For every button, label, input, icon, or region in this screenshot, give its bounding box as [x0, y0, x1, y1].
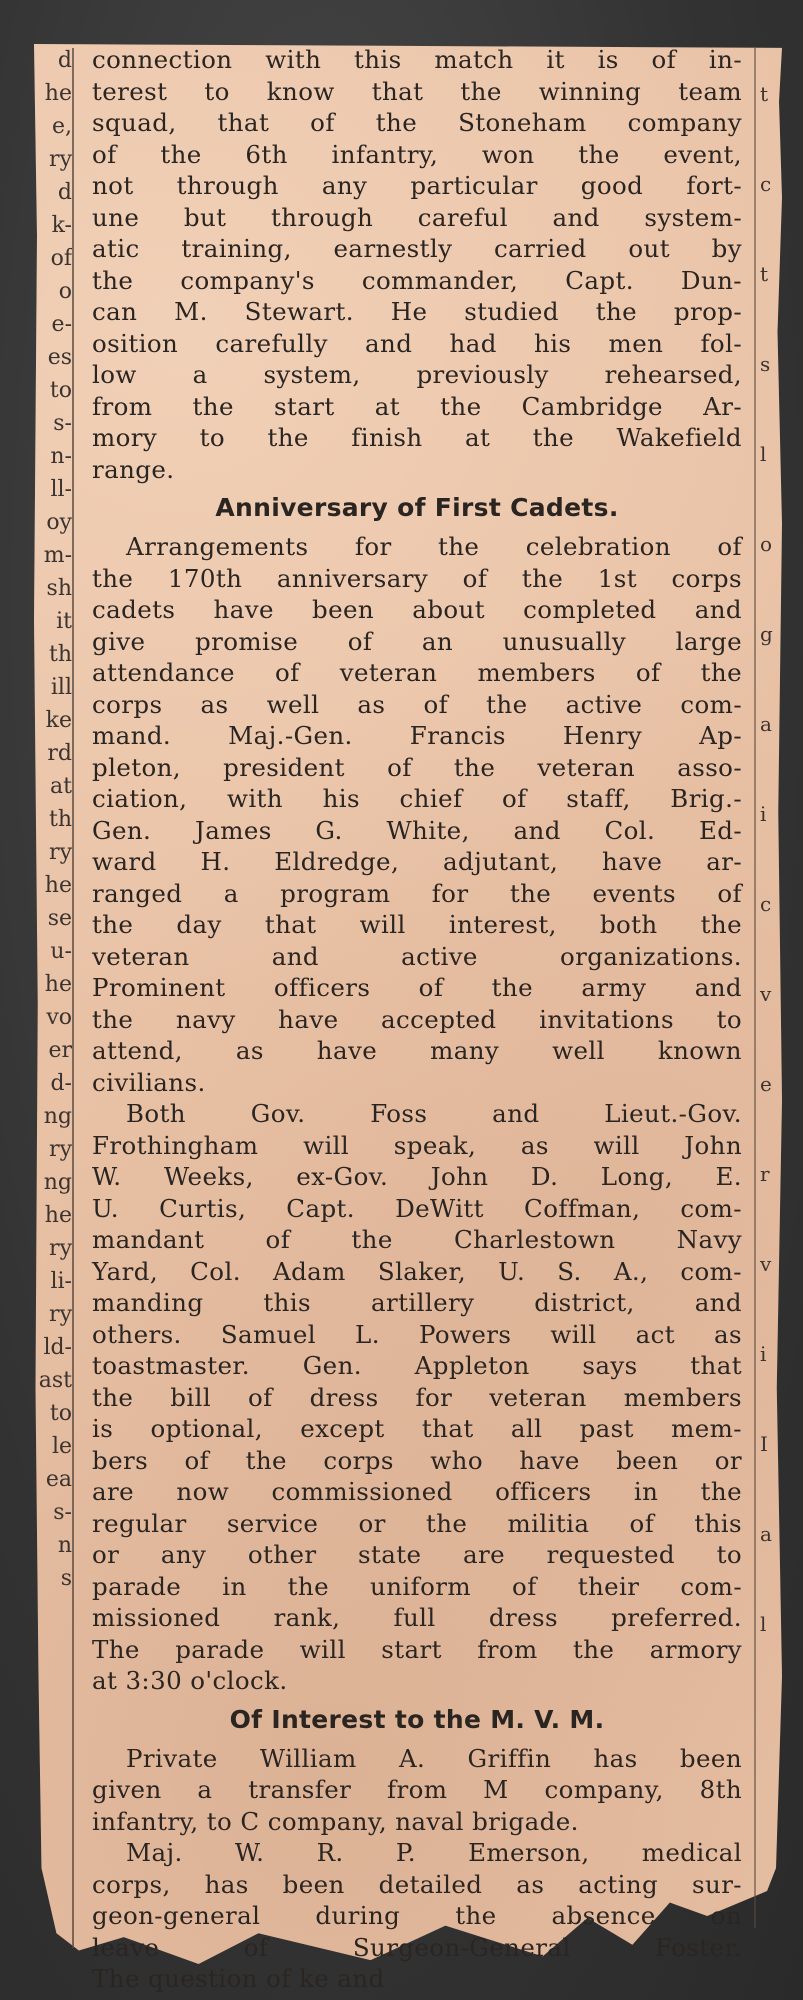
text-line: the 170th anniversary of the 1st corps [92, 563, 742, 593]
text-line: of the 6th infantry, won the event, [92, 139, 742, 169]
column-fragment: ill [50, 675, 72, 700]
text-line: missioned rank, full dress preferred. [92, 1603, 742, 1632]
text-line: toastmaster. Gen. Appleton says that [92, 1351, 742, 1380]
text-line: the day that will interest, both the [92, 910, 742, 939]
column-fragment: s [60, 1566, 72, 1591]
text-line: corps, has been detailed as acting sur- [92, 1869, 742, 1899]
cadets-paragraph-1 [92, 531, 742, 1098]
text-line: atic training, earnestly carried out by [92, 234, 742, 263]
column-fragment: d [57, 180, 72, 205]
section-heading-cadets: Anniversary of First Cadets. [215, 493, 619, 522]
text-line: connection with this match it is of in- [92, 45, 742, 74]
text-line: parade in the uniform of their com- [92, 1571, 742, 1601]
text-line: manding this artillery district, and [92, 1288, 742, 1317]
column-fragment: he [44, 81, 72, 106]
text-line: Both Gov. Foss and Lieut.-Gov. [126, 1099, 742, 1128]
text-line: not through any particular good fort- [92, 171, 742, 200]
column-fragment: v [760, 982, 772, 1006]
column-fragment: ll- [50, 477, 72, 502]
text-line: attend, as have many well known [92, 1036, 742, 1065]
column-fragment: he [44, 873, 72, 898]
column-fragment: he [44, 972, 72, 997]
column-fragment: sh [46, 576, 72, 601]
text-line: can M. Stewart. He studied the prop- [92, 297, 742, 326]
column-fragment: d [57, 48, 72, 73]
intro-paragraph [92, 44, 742, 485]
text-line: is optional, except that all past mem- [92, 1414, 742, 1443]
text-line: ciation, with his chief of staff, Brig.- [92, 784, 742, 813]
column-fragment: ast [38, 1368, 72, 1393]
text-line: bers of the corps who have been or [92, 1445, 742, 1475]
text-line: range. [92, 454, 175, 484]
text-line: pleton, president of the veteran asso- [92, 752, 742, 782]
column-fragment: le [51, 1434, 72, 1459]
column-fragment: ry [49, 840, 72, 865]
column-fragment: i [760, 1342, 767, 1366]
column-fragment: n [57, 1533, 72, 1558]
text-line: W. Weeks, ex-Gov. John D. Long, E. [92, 1162, 742, 1191]
text-line: une but through careful and system- [92, 202, 742, 232]
text-line: geon-general during the absence on [92, 1901, 742, 1930]
column-fragment: o [760, 532, 773, 556]
text-line: Maj. W. R. P. Emerson, medical [126, 1838, 742, 1867]
column-fragment: l [760, 442, 767, 466]
column-fragment: c [760, 892, 772, 916]
column-fragment: r [760, 1162, 770, 1186]
text-line: at 3:30 o'clock. [92, 1666, 288, 1695]
text-line: others. Samuel L. Powers will act as [92, 1319, 742, 1349]
column-fragment: ry [49, 1236, 72, 1261]
column-fragment: vo [46, 1005, 72, 1030]
column-fragment: s- [53, 411, 72, 436]
column-fragment: of [50, 246, 72, 271]
column-fragment: ry [49, 147, 72, 172]
column-fragment: k- [51, 213, 72, 238]
text-line: civilians. [92, 1067, 206, 1097]
text-line: mand. Maj.-Gen. Francis Henry Ap- [92, 721, 742, 750]
text-line: squad, that of the Stoneham company [92, 108, 742, 137]
text-line: are now commissioned officers in the [92, 1477, 742, 1506]
text-line: ranged a program for the events of [92, 878, 742, 908]
column-fragment: ld- [43, 1335, 72, 1360]
column-fragment: t [760, 262, 769, 286]
column-fragment: m- [43, 543, 72, 568]
text-line: or any other state are requested to [92, 1540, 742, 1569]
section-heading-mvm: Of Interest to the M. V. M. [229, 1704, 605, 1734]
column-fragment: li- [50, 1269, 72, 1294]
column-fragment: ke [45, 708, 72, 733]
text-line: Arrangements for the celebration of [126, 532, 742, 561]
article [92, 44, 742, 1995]
column-fragment: ng [43, 1170, 72, 1195]
text-line: The parade will start from the armory [92, 1634, 742, 1664]
column-fragment: ry [49, 1137, 72, 1162]
text-line: mandant of the Charlestown Navy [92, 1225, 742, 1254]
column-rule-left [72, 48, 74, 1948]
text-line: Prominent officers of the army and [92, 973, 742, 1002]
column-fragment: a [760, 1522, 772, 1546]
column-fragment: e [760, 1072, 772, 1096]
text-line: Yard, Col. Adam Slaker, U. S. A., com- [92, 1256, 742, 1286]
text-line: corps as well as of the active com- [92, 689, 742, 719]
column-fragment: th [48, 642, 72, 667]
column-fragment: to [49, 378, 72, 403]
column-fragment: a [760, 712, 772, 736]
text-line: mory to the finish at the Wakefield [92, 423, 742, 452]
left-column-fragments [36, 44, 72, 1744]
text-line: the bill of dress for veteran members [92, 1382, 742, 1412]
cadets-paragraph-2 [92, 1098, 742, 1697]
column-fragment: ry [49, 1302, 72, 1327]
text-line: from the start at the Cambridge Ar- [92, 391, 742, 421]
column-fragment: i [760, 802, 767, 826]
column-fragment: he [44, 1203, 72, 1228]
column-fragment: it [56, 609, 72, 634]
text-line: Gen. James G. White, and Col. Ed- [92, 815, 742, 845]
column-fragment: n- [50, 444, 72, 469]
text-line: low a system, previously rehearsed, [92, 360, 742, 389]
column-fragment: e, [51, 114, 72, 139]
text-line: infantry, to C company, naval brigade. [92, 1806, 579, 1836]
column-fragment: t [760, 82, 769, 106]
column-fragment: I [760, 1432, 768, 1456]
column-fragment: g [760, 622, 773, 646]
column-fragment: v [760, 1252, 772, 1276]
column-fragment: to [49, 1401, 72, 1426]
column-fragment: s [760, 352, 771, 376]
column-fragment: at [50, 774, 72, 799]
text-line: ward H. Eldredge, adjutant, have ar- [92, 847, 742, 876]
text-line: regular service or the militia of this [92, 1508, 742, 1538]
text-line: U. Curtis, Capt. DeWitt Coffman, com- [92, 1193, 742, 1223]
text-line: the navy have accepted invitations to [92, 1004, 742, 1034]
mvm-paragraph-1 [92, 1743, 742, 1838]
text-line: attendance of veteran members of the [92, 658, 742, 687]
text-line: give promise of an unusually large [92, 626, 742, 656]
column-fragment: u- [50, 939, 72, 964]
column-fragment: l [760, 1612, 767, 1636]
text-line: leave of Surgeon-General Foster. [92, 1932, 742, 1962]
column-fragment: e- [51, 312, 72, 337]
column-fragment: se [47, 906, 72, 931]
column-fragment: s- [53, 1500, 72, 1525]
right-column-fragments [758, 44, 780, 1794]
column-fragment: c [760, 172, 772, 196]
text-line: Frothingham will speak, as will John [92, 1130, 742, 1160]
column-fragment: er [48, 1038, 72, 1063]
mvm-paragraph-2 [92, 1837, 742, 1995]
column-rule-right [754, 48, 756, 1928]
column-fragment: d- [50, 1071, 72, 1096]
column-fragment: th [48, 807, 72, 832]
column-fragment: oy [46, 510, 72, 535]
text-line: terest to know that the winning team [92, 76, 742, 106]
text-line: cadets have been about completed and [92, 595, 742, 624]
text-line: Private William A. Griffin has been [126, 1743, 742, 1773]
column-fragment: o [58, 279, 72, 304]
text-line: osition carefully and had his men fol- [92, 328, 742, 358]
column-fragment: ng [43, 1104, 72, 1129]
text-line: given a transfer from M company, 8th [92, 1775, 742, 1804]
text-line: the company's commander, Capt. Dun- [92, 265, 742, 295]
text-line: The question of ke and [92, 1964, 385, 1993]
column-fragment: ea [45, 1467, 72, 1492]
column-fragment: es [47, 345, 72, 370]
text-line: veteran and active organizations. [92, 941, 742, 971]
column-fragment: rd [47, 741, 72, 766]
